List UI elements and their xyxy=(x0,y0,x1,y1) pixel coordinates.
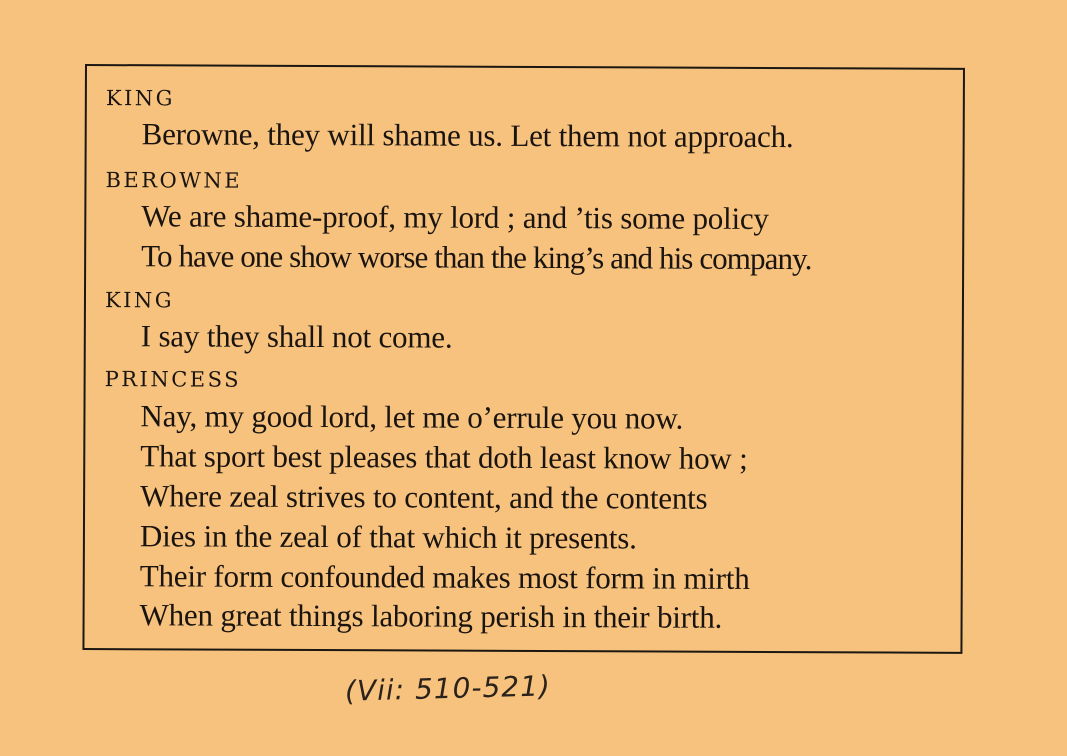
verse-line: Their form confounded makes most form in mirth xyxy=(139,558,750,596)
verse-line: Berowne, they will shame us. Let them not approach. xyxy=(141,116,794,155)
quote-box xyxy=(82,64,965,654)
handwritten-citation: (Vii: 510-521) xyxy=(344,669,552,708)
speaker-king: KING xyxy=(104,288,175,313)
verse-line: I say they shall not come. xyxy=(140,318,453,355)
speaker-princess: PRINCESS xyxy=(104,367,242,392)
speaker-berowne: BEROWNE xyxy=(105,168,243,193)
verse-line: Dies in the zeal of that which it presents. xyxy=(139,518,637,556)
speaker-king: KING xyxy=(105,86,176,111)
verse-line: That sport best pleases that doth least know how ; xyxy=(140,438,748,476)
verse-line: Nay, my good lord, let me o’errule you now. xyxy=(140,398,684,436)
verse-line: Where zeal strives to content, and the contents xyxy=(140,478,708,516)
verse-line: When great things laboring perish in their birth. xyxy=(139,597,723,635)
verse-line: To have one show worse than the king’s and his company. xyxy=(141,238,812,277)
verse-line: We are shame-proof, my lord ; and ’tis some policy xyxy=(141,198,769,236)
